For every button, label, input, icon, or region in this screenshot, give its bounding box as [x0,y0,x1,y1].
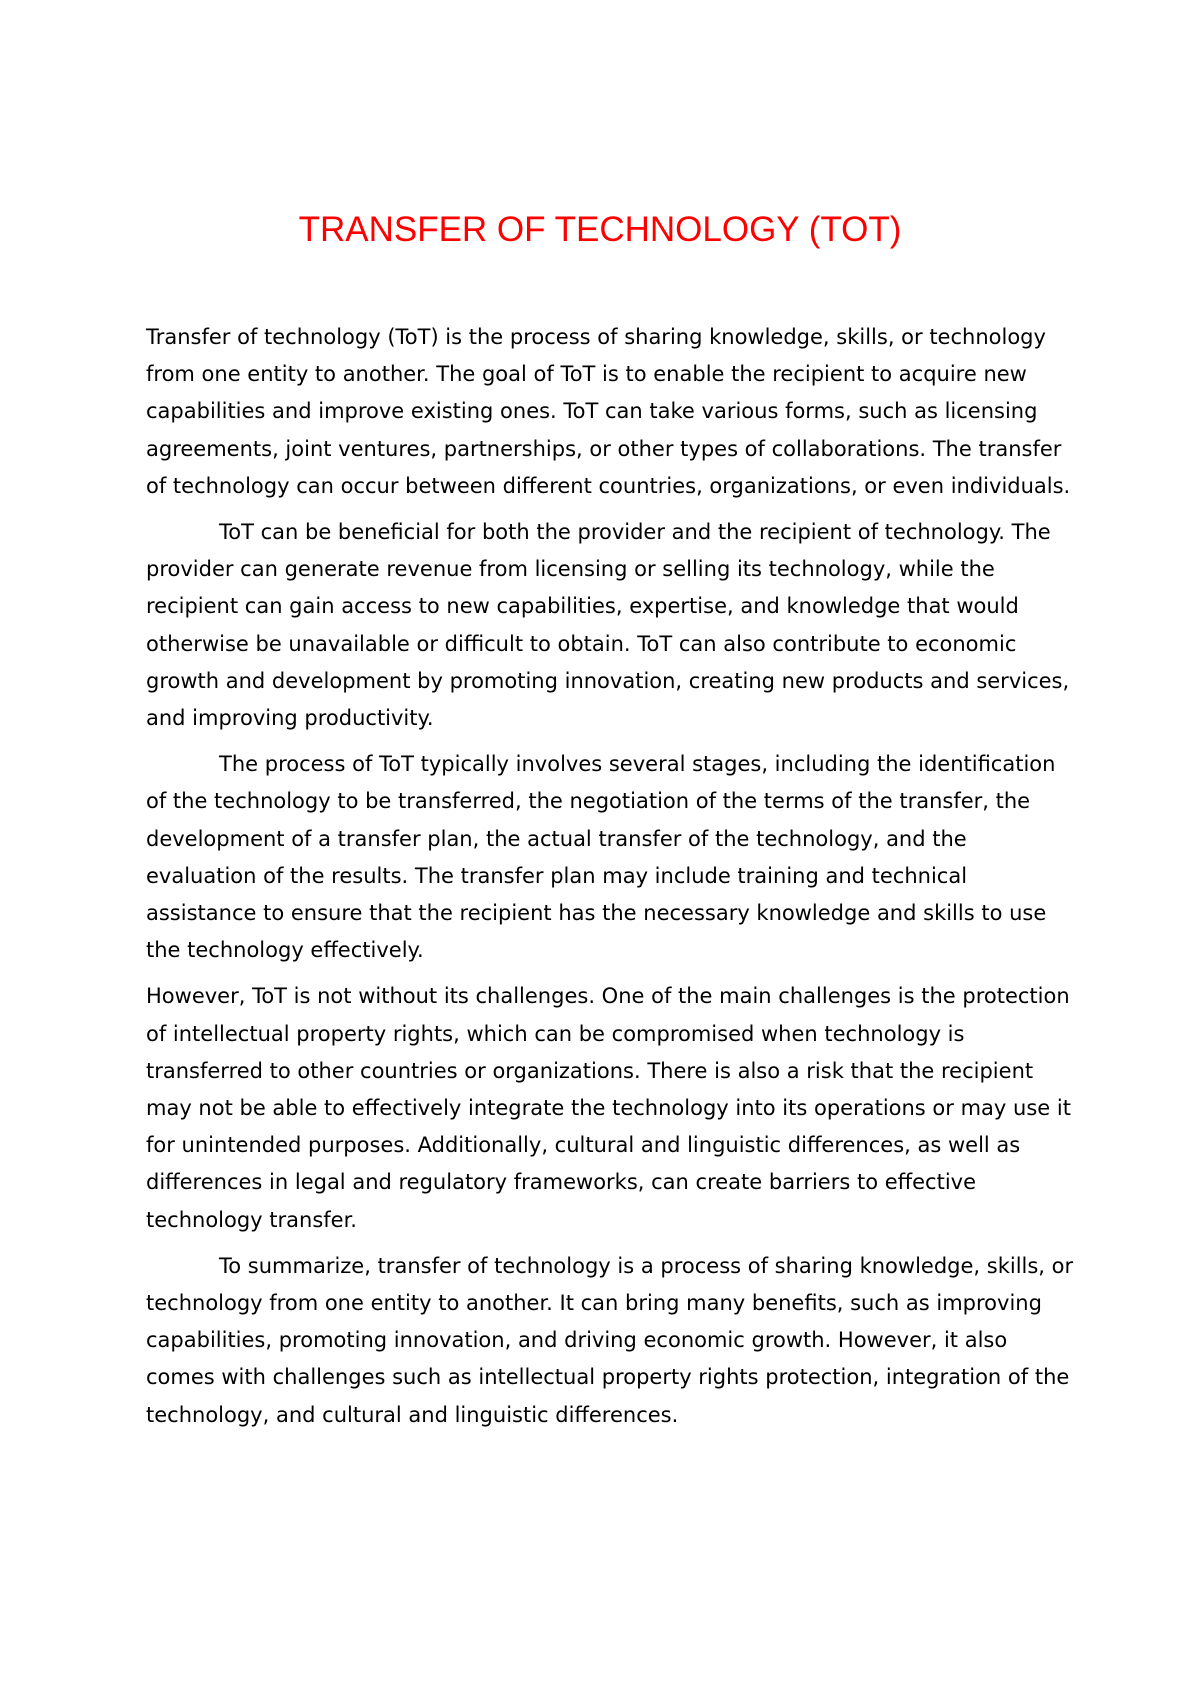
paragraph-benefits: ToT can be beneficial for both the provider and the recipient of technology. The provider can generate revenue from licensing or selling its technology, while the recipient can gain access to new capabilities, expertise, and knowledge that would otherwise be unavailable or difficult to obtain. ToT can also contribute to economic growth and development by promoting innovation, creating new products and services, and improving productivity. [146,520,1070,731]
paragraph-intro: Transfer of technology (ToT) is the process of sharing knowledge, skills, or technology from one entity to another. The goal of ToT is to enable the recipient to acquire new capabilities and improve existing ones. ToT can take various forms, such as licensing agreements, joint ventures, partnerships, or other types of collaborations. The transfer of technology can occur between different countries, organizations, or even individuals. [146,325,1071,498]
paragraph-challenges: However, ToT is not without its challenges. One of the main challenges is the protection of intellectual property rights, which can be compromised when technology is transferred to other countries or organizations. There is also a risk that the recipient may not be able to effectively integrate the technology into its operations or may use it for unintended purposes. Additionally, cultural and linguistic differences, as well as differences in legal and regulatory frameworks, can create barriers to effective technology transfer. [146,984,1071,1232]
paragraph-process: The process of ToT typically involves several stages, including the identification of the technology to be transferred, the negotiation of the terms of the transfer, the development of a transfer plan, the actual transfer of the technology, and the evaluation of the results. The transfer plan may include training and technical assistance to ensure that the recipient has the necessary knowledge and skills to use the technology effectively. [146,752,1056,963]
document-body [146,319,1076,1434]
paragraph-summary: To summarize, transfer of technology is a process of sharing knowledge, skills, or technology from one entity to another. It can bring many benefits, such as improving capabilities, promoting innovation, and driving economic growth. However, it also comes with challenges such as intellectual property rights protection, integration of the technology, and cultural and linguistic differences. [146,1253,1074,1427]
document-title: TRANSFER OF TECHNOLOGY (TOT) [298,210,902,249]
